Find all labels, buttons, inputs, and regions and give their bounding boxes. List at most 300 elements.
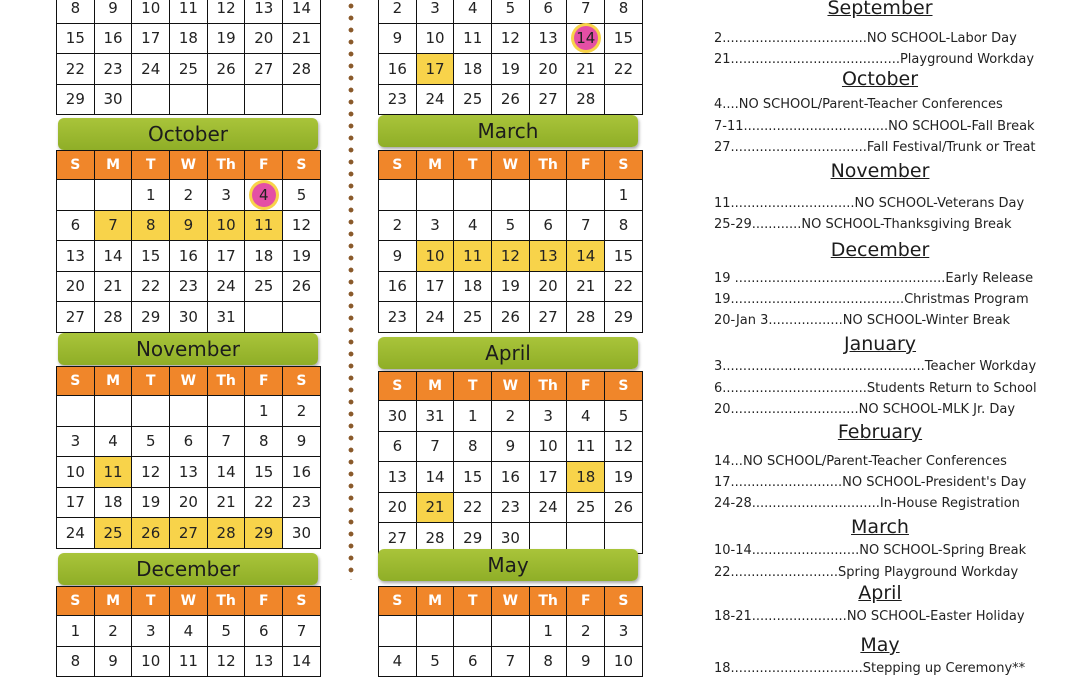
- event-item: 11..............................NO SCHOOL-Veterans Day: [714, 196, 1025, 211]
- weekday-header: S: [283, 587, 321, 616]
- day-cell: 12: [207, 0, 245, 23]
- day-cell: 3: [416, 0, 454, 23]
- day-cell: 3: [529, 401, 567, 432]
- day-cell: 15: [132, 241, 170, 272]
- day-cell: 9: [379, 241, 417, 272]
- day-cell: 11: [454, 241, 492, 272]
- week-row: [57, 84, 321, 115]
- day-cell: 16: [379, 54, 417, 85]
- day-cell: 20: [379, 492, 417, 523]
- day-cell: 21: [416, 492, 454, 523]
- calendar-august-partial: [56, 0, 321, 115]
- day-cell: 17: [132, 23, 170, 54]
- day-cell: 5: [283, 180, 321, 211]
- weekday-header: S: [57, 151, 95, 180]
- event-item: 14...NO SCHOOL/Parent-Teacher Conferences: [714, 454, 1007, 469]
- calendar-february-partial: [378, 0, 643, 115]
- week-row: [379, 241, 643, 272]
- day-cell: [245, 180, 283, 211]
- day-cell: 14: [567, 241, 605, 272]
- day-cell: 16: [94, 23, 132, 54]
- day-cell: 13: [170, 457, 208, 488]
- day-cell: 6: [57, 210, 95, 241]
- event-item: 2...................................NO SCHOOL-Labor Day: [714, 31, 1017, 46]
- day-cell: 10: [132, 0, 170, 23]
- day-circle-marker: 4: [252, 183, 276, 207]
- day-cell: 26: [132, 518, 170, 549]
- day-cell: 21: [94, 271, 132, 302]
- day-cell: [283, 302, 321, 333]
- day-cell: 30: [492, 523, 530, 554]
- day-cell: 21: [567, 54, 605, 85]
- day-cell: 15: [605, 241, 643, 272]
- day-cell: 21: [283, 23, 321, 54]
- event-item: 17...........................NO SCHOOL-President's Day: [714, 475, 1027, 490]
- day-cell: 31: [207, 302, 245, 333]
- day-cell: [170, 396, 208, 427]
- dotted-divider: [348, 0, 354, 580]
- weekday-header: Th: [529, 587, 567, 616]
- day-cell: 3: [207, 180, 245, 211]
- event-item: 19 ...................................................Early Release: [714, 271, 1034, 286]
- weekday-header: Th: [207, 151, 245, 180]
- weekday-header: T: [454, 587, 492, 616]
- day-cell: 27: [245, 54, 283, 85]
- event-item: 18-21.......................NO SCHOOL-Easter Holiday: [714, 609, 1025, 624]
- weekday-header: W: [492, 587, 530, 616]
- day-cell: 12: [132, 457, 170, 488]
- calendar-october: [56, 150, 321, 333]
- day-cell: 22: [245, 487, 283, 518]
- event-month-november: November: [830, 160, 930, 182]
- day-cell: 11: [567, 431, 605, 462]
- week-row: [379, 616, 643, 647]
- event-item: 3.................................................Teacher Workday: [714, 359, 1037, 374]
- day-cell: 24: [132, 54, 170, 85]
- weekday-header: W: [170, 151, 208, 180]
- day-cell: 5: [132, 426, 170, 457]
- event-month-february: February: [837, 421, 923, 443]
- day-cell: 4: [379, 646, 417, 677]
- day-cell: 10: [529, 431, 567, 462]
- day-cell: 17: [529, 462, 567, 493]
- day-cell: 5: [207, 616, 245, 647]
- day-cell: 8: [454, 431, 492, 462]
- event-item: 7-11...................................NO SCHOOL-Fall Break: [714, 119, 1035, 134]
- day-cell: 4: [567, 401, 605, 432]
- day-cell: 3: [416, 210, 454, 241]
- day-cell: 1: [245, 396, 283, 427]
- day-cell: [245, 302, 283, 333]
- day-cell: 26: [492, 302, 530, 333]
- day-cell: [283, 84, 321, 115]
- day-cell: 26: [605, 492, 643, 523]
- day-cell: 7: [416, 431, 454, 462]
- day-cell: 24: [529, 492, 567, 523]
- day-cell: 24: [207, 271, 245, 302]
- week-row: [57, 487, 321, 518]
- week-row: [57, 646, 321, 677]
- weekday-header: T: [132, 151, 170, 180]
- day-cell: 1: [454, 401, 492, 432]
- day-cell: 19: [492, 54, 530, 85]
- day-cell: 14: [94, 241, 132, 272]
- day-cell: 28: [207, 518, 245, 549]
- weekday-header: M: [94, 151, 132, 180]
- day-cell: [416, 616, 454, 647]
- day-cell: 29: [132, 302, 170, 333]
- week-row: [57, 302, 321, 333]
- week-row: [379, 84, 643, 115]
- day-cell: 26: [492, 84, 530, 115]
- weekday-header: M: [416, 587, 454, 616]
- day-cell: [416, 180, 454, 211]
- day-cell: 2: [492, 401, 530, 432]
- day-cell: 18: [245, 241, 283, 272]
- day-cell: 1: [605, 180, 643, 211]
- weekday-header: T: [132, 587, 170, 616]
- weekday-header: F: [245, 151, 283, 180]
- day-cell: 19: [132, 487, 170, 518]
- weekday-header-row: [57, 367, 321, 396]
- event-item: 20-Jan 3..................NO SCHOOL-Winter Break: [714, 313, 1011, 328]
- week-row: [379, 646, 643, 677]
- calendar-november: [56, 366, 321, 549]
- day-cell: 10: [416, 241, 454, 272]
- day-cell: 2: [567, 616, 605, 647]
- event-item: 6...................................Students Return to School: [714, 381, 1037, 396]
- day-cell: [94, 180, 132, 211]
- day-cell: 8: [57, 646, 95, 677]
- day-cell: 18: [454, 271, 492, 302]
- day-cell: 29: [57, 84, 95, 115]
- day-cell: 29: [245, 518, 283, 549]
- day-cell: 12: [283, 210, 321, 241]
- day-cell: 28: [416, 523, 454, 554]
- day-cell: 19: [492, 271, 530, 302]
- day-cell: 13: [529, 241, 567, 272]
- week-row: [57, 271, 321, 302]
- day-cell: [379, 180, 417, 211]
- day-cell: 17: [207, 241, 245, 272]
- month-banner-march: March: [378, 115, 638, 147]
- week-row: [57, 0, 321, 23]
- day-cell: 2: [94, 616, 132, 647]
- day-cell: 4: [94, 426, 132, 457]
- day-cell: 16: [283, 457, 321, 488]
- weekday-header: Th: [207, 587, 245, 616]
- day-cell: 11: [170, 0, 208, 23]
- event-item: 27.................................Fall Festival/Trunk or Treat: [714, 140, 1036, 155]
- day-cell: 5: [605, 401, 643, 432]
- week-row: [379, 462, 643, 493]
- day-cell: 8: [132, 210, 170, 241]
- day-cell: 9: [94, 0, 132, 23]
- day-cell: 27: [379, 523, 417, 554]
- day-cell: [605, 84, 643, 115]
- day-cell: 16: [379, 271, 417, 302]
- day-cell: 25: [170, 54, 208, 85]
- day-cell: 20: [57, 271, 95, 302]
- day-cell: 27: [57, 302, 95, 333]
- day-cell: [207, 396, 245, 427]
- day-cell: 11: [454, 23, 492, 54]
- day-cell: 3: [132, 616, 170, 647]
- day-cell: 13: [245, 646, 283, 677]
- weekday-header: M: [94, 367, 132, 396]
- day-cell: 4: [170, 616, 208, 647]
- day-cell: [245, 84, 283, 115]
- day-cell: 18: [454, 54, 492, 85]
- day-cell: 10: [57, 457, 95, 488]
- day-cell: 30: [283, 518, 321, 549]
- weekday-header: F: [245, 367, 283, 396]
- day-cell: 30: [94, 84, 132, 115]
- day-cell: 6: [170, 426, 208, 457]
- weekday-header: S: [57, 367, 95, 396]
- day-cell: 1: [57, 616, 95, 647]
- day-cell: 14: [283, 646, 321, 677]
- weekday-header: W: [492, 151, 530, 180]
- day-cell: 21: [207, 487, 245, 518]
- day-cell: 9: [283, 426, 321, 457]
- event-item: 20...............................NO SCHOOL-MLK Jr. Day: [714, 402, 1016, 417]
- week-row: [57, 241, 321, 272]
- week-row: [379, 23, 643, 54]
- day-cell: [132, 396, 170, 427]
- day-cell: 11: [245, 210, 283, 241]
- day-cell: 23: [492, 492, 530, 523]
- week-row: [379, 180, 643, 211]
- day-cell: 26: [207, 54, 245, 85]
- day-cell: 24: [57, 518, 95, 549]
- day-cell: 22: [132, 271, 170, 302]
- day-cell: 12: [492, 23, 530, 54]
- week-row: [57, 396, 321, 427]
- weekday-header: M: [416, 372, 454, 401]
- day-cell: [567, 23, 605, 54]
- day-cell: 6: [379, 431, 417, 462]
- day-cell: 16: [170, 241, 208, 272]
- day-cell: 16: [492, 462, 530, 493]
- week-row: [379, 492, 643, 523]
- week-row: [379, 401, 643, 432]
- day-cell: 23: [379, 302, 417, 333]
- day-cell: 29: [605, 302, 643, 333]
- day-cell: 9: [170, 210, 208, 241]
- day-cell: 24: [416, 302, 454, 333]
- day-cell: 22: [605, 271, 643, 302]
- weekday-header: S: [283, 151, 321, 180]
- day-cell: 3: [57, 426, 95, 457]
- day-cell: 17: [416, 271, 454, 302]
- weekday-header-row: [379, 587, 643, 616]
- day-cell: 22: [454, 492, 492, 523]
- week-row: [379, 54, 643, 85]
- day-cell: [132, 84, 170, 115]
- day-cell: 9: [379, 23, 417, 54]
- calendar-may: [378, 586, 643, 677]
- day-cell: 12: [207, 646, 245, 677]
- event-month-may: May: [860, 634, 900, 656]
- day-cell: 6: [529, 210, 567, 241]
- day-cell: 9: [492, 431, 530, 462]
- day-cell: 22: [57, 54, 95, 85]
- day-cell: [379, 616, 417, 647]
- weekday-header: Th: [529, 151, 567, 180]
- day-cell: 2: [379, 210, 417, 241]
- weekday-header: S: [379, 587, 417, 616]
- week-row: [57, 23, 321, 54]
- day-cell: 18: [94, 487, 132, 518]
- week-row: [57, 210, 321, 241]
- day-cell: 8: [57, 0, 95, 23]
- day-cell: 10: [605, 646, 643, 677]
- weekday-header: S: [57, 587, 95, 616]
- week-row: [57, 518, 321, 549]
- event-item: 22..........................Spring Playground Workday: [714, 565, 1019, 580]
- weekday-header: M: [416, 151, 454, 180]
- day-circle-marker: 14: [574, 26, 598, 50]
- day-cell: 30: [379, 401, 417, 432]
- day-cell: 11: [94, 457, 132, 488]
- event-item: 21.........................................Playground Workday: [714, 52, 1035, 67]
- weekday-header: Th: [207, 367, 245, 396]
- weekday-header: F: [567, 587, 605, 616]
- weekday-header: S: [605, 372, 643, 401]
- day-cell: 28: [567, 84, 605, 115]
- day-cell: 19: [207, 23, 245, 54]
- day-cell: 28: [567, 302, 605, 333]
- weekday-header: Th: [529, 372, 567, 401]
- month-banner-november: November: [58, 333, 318, 365]
- day-cell: 6: [529, 0, 567, 23]
- day-cell: 14: [207, 457, 245, 488]
- day-cell: 12: [492, 241, 530, 272]
- day-cell: 11: [170, 646, 208, 677]
- day-cell: 5: [492, 210, 530, 241]
- event-item: 10-14..........................NO SCHOOL-Spring Break: [714, 543, 1027, 558]
- day-cell: 10: [416, 23, 454, 54]
- weekday-header: T: [132, 367, 170, 396]
- event-month-april: April: [858, 582, 902, 604]
- day-cell: 29: [454, 523, 492, 554]
- day-cell: 1: [529, 616, 567, 647]
- day-cell: 25: [567, 492, 605, 523]
- weekday-header: M: [94, 587, 132, 616]
- day-cell: 7: [94, 210, 132, 241]
- day-cell: 23: [170, 271, 208, 302]
- day-cell: [57, 180, 95, 211]
- event-item: 19..........................................Christmas Program: [714, 292, 1029, 307]
- day-cell: 17: [57, 487, 95, 518]
- day-cell: 27: [170, 518, 208, 549]
- weekday-header: W: [492, 372, 530, 401]
- week-row: [379, 210, 643, 241]
- weekday-header: S: [605, 587, 643, 616]
- week-row: [379, 431, 643, 462]
- day-cell: 15: [454, 462, 492, 493]
- day-cell: 13: [529, 23, 567, 54]
- day-cell: 7: [283, 616, 321, 647]
- day-cell: 6: [454, 646, 492, 677]
- day-cell: 25: [245, 271, 283, 302]
- week-row: [379, 0, 643, 23]
- day-cell: 30: [170, 302, 208, 333]
- day-cell: 25: [454, 84, 492, 115]
- day-cell: 7: [492, 646, 530, 677]
- calendar-march: [378, 150, 643, 333]
- day-cell: 5: [416, 646, 454, 677]
- weekday-header: S: [379, 372, 417, 401]
- day-cell: 24: [416, 84, 454, 115]
- week-row: [57, 426, 321, 457]
- event-item: 18................................Stepping up Ceremony**: [714, 661, 1026, 676]
- weekday-header: S: [379, 151, 417, 180]
- day-cell: [94, 396, 132, 427]
- day-cell: 12: [605, 431, 643, 462]
- day-cell: 25: [454, 302, 492, 333]
- weekday-header: S: [283, 367, 321, 396]
- day-cell: 15: [57, 23, 95, 54]
- weekday-header-row: [379, 151, 643, 180]
- day-cell: 14: [283, 0, 321, 23]
- week-row: [57, 180, 321, 211]
- weekday-header: S: [605, 151, 643, 180]
- day-cell: 19: [283, 241, 321, 272]
- weekday-header: T: [454, 151, 492, 180]
- day-cell: 20: [529, 271, 567, 302]
- day-cell: [567, 180, 605, 211]
- day-cell: 13: [379, 462, 417, 493]
- day-cell: 20: [170, 487, 208, 518]
- day-cell: 4: [454, 210, 492, 241]
- weekday-header: F: [567, 372, 605, 401]
- day-cell: 9: [567, 646, 605, 677]
- day-cell: [492, 616, 530, 647]
- day-cell: [529, 180, 567, 211]
- day-cell: 6: [245, 616, 283, 647]
- day-cell: 26: [283, 271, 321, 302]
- day-cell: 1: [132, 180, 170, 211]
- event-item: 24-28...............................In-House Registration: [714, 496, 1020, 511]
- day-cell: 15: [245, 457, 283, 488]
- calendar-april: [378, 371, 643, 554]
- weekday-header: F: [567, 151, 605, 180]
- day-cell: 27: [529, 84, 567, 115]
- day-cell: 8: [529, 646, 567, 677]
- day-cell: 28: [94, 302, 132, 333]
- day-cell: 8: [605, 210, 643, 241]
- week-row: [57, 457, 321, 488]
- weekday-header-row: [57, 587, 321, 616]
- day-cell: [207, 84, 245, 115]
- day-cell: 18: [170, 23, 208, 54]
- week-row: [57, 54, 321, 85]
- calendar-december: [56, 586, 321, 677]
- weekday-header: T: [454, 372, 492, 401]
- day-cell: 20: [529, 54, 567, 85]
- day-cell: 23: [283, 487, 321, 518]
- day-cell: 13: [245, 0, 283, 23]
- day-cell: 7: [207, 426, 245, 457]
- day-cell: [57, 396, 95, 427]
- day-cell: [492, 180, 530, 211]
- event-month-october: October: [841, 68, 919, 90]
- day-cell: 23: [379, 84, 417, 115]
- day-cell: 27: [529, 302, 567, 333]
- week-row: [57, 616, 321, 647]
